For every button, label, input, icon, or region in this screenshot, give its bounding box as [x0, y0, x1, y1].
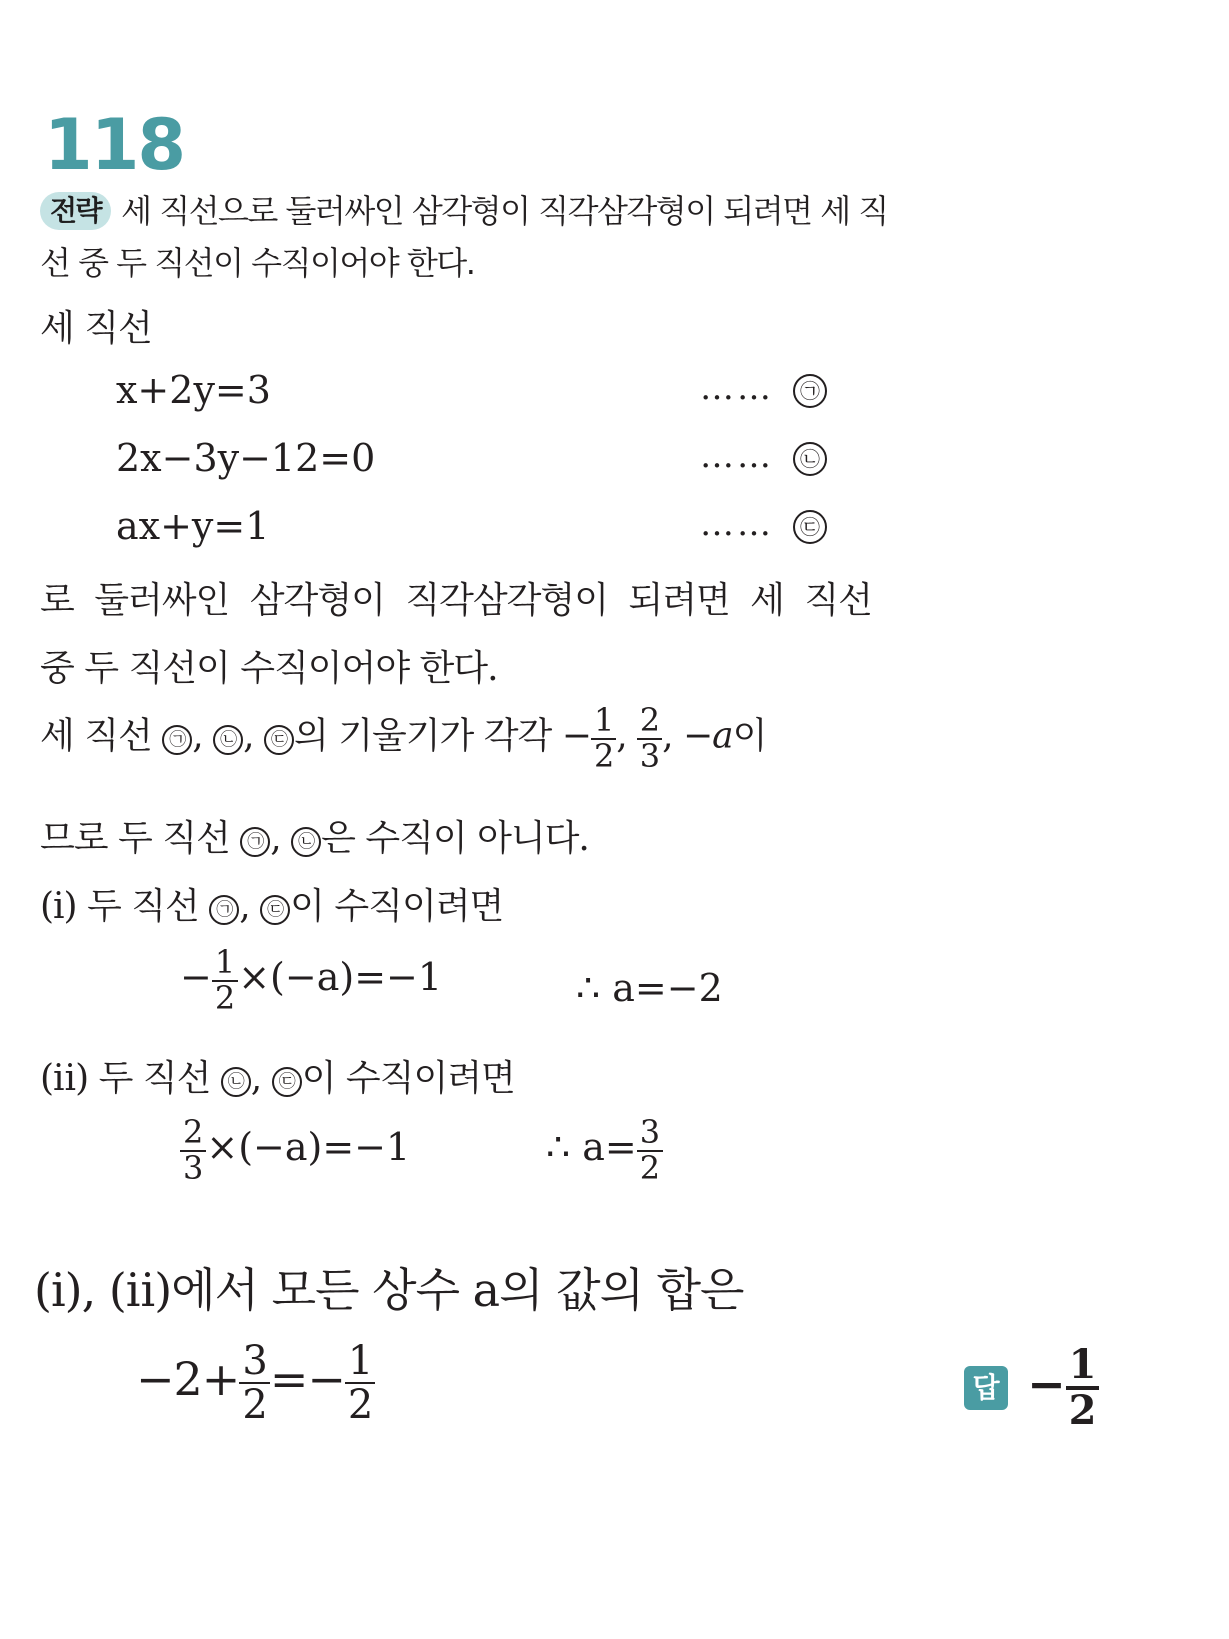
answer-badge: 답: [964, 1366, 1008, 1410]
dots-3: ……: [700, 504, 774, 544]
slope-1: $\frac{1}{2}$: [591, 704, 616, 773]
conclusion-text: (ⅰ), (ⅱ)에서 모든 상수 a의 값의 합은: [34, 1263, 744, 1317]
case1-result: ∴ a=−2: [576, 966, 723, 1010]
slope-2: $\frac{2}{3}$: [637, 704, 662, 773]
answer-value: − $\frac{1}{2}$: [1027, 1357, 1099, 1411]
marker-ref-1: ㉠: [162, 725, 192, 755]
marker-1: ㉠: [793, 374, 827, 408]
slope-3: −a: [683, 715, 733, 757]
para1-line-1: 로 둘러싸인 삼각형이 직각삼각형이 되려면 세 직선: [40, 580, 872, 621]
case1-heading: (ⅰ) 두 직선 ㉠ , ㉢ 이 수직이려면: [40, 886, 504, 927]
case1-equation: − $\frac{1}{2}$ ×(−a)=−1: [180, 943, 443, 1017]
case2-equation: $\frac{2}{3}$ ×(−a)=−1: [180, 1116, 410, 1185]
slopes-line-1: 세 직선 ㉠ , ㉡ , ㉢ 의 기울기가 각각 − $\frac{1}{2}$ , $\frac{2}{3}$ , −a이: [40, 701, 767, 775]
conclusion-equation: −2+ $\frac{3}{2}$ =− $\frac{1}{2}$: [136, 1340, 375, 1426]
strategy-text-1: 세 직선으로 둘러싸인 삼각형이 직각삼각형이 되려면 세 직: [121, 192, 888, 230]
intro-text: 세 직선: [40, 308, 152, 349]
answer: [964, 1341, 1099, 1434]
marker-ref-3: ㉢: [264, 725, 294, 755]
dots-2: ……: [700, 436, 774, 476]
equation-3: ax+y=1: [116, 504, 270, 548]
marker-ref-2: ㉡: [213, 725, 243, 755]
marker-3: ㉢: [793, 510, 827, 544]
problem-number: 118: [44, 104, 185, 186]
strategy-line-2: 선 중 두 직선이 수직이어야 한다.: [40, 244, 475, 282]
strategy-line-1: [40, 186, 888, 232]
case2-heading: (ⅱ) 두 직선 ㉡ , ㉢ 이 수직이려면: [40, 1058, 515, 1099]
marker-2: ㉡: [793, 442, 827, 476]
equation-2: 2x−3y−12=0: [116, 436, 376, 480]
para1-line-2: 중 두 직선이 수직이어야 한다.: [40, 648, 498, 689]
slopes-line-2: 므로 두 직선 ㉠ , ㉡ 은 수직이 아니다.: [40, 818, 589, 859]
case2-result: ∴ a= $\frac{3}{2}$: [546, 1116, 663, 1185]
strategy-badge: 전략: [40, 192, 111, 230]
equation-1: x+2y=3: [116, 368, 271, 412]
dots-1: ……: [700, 368, 774, 408]
